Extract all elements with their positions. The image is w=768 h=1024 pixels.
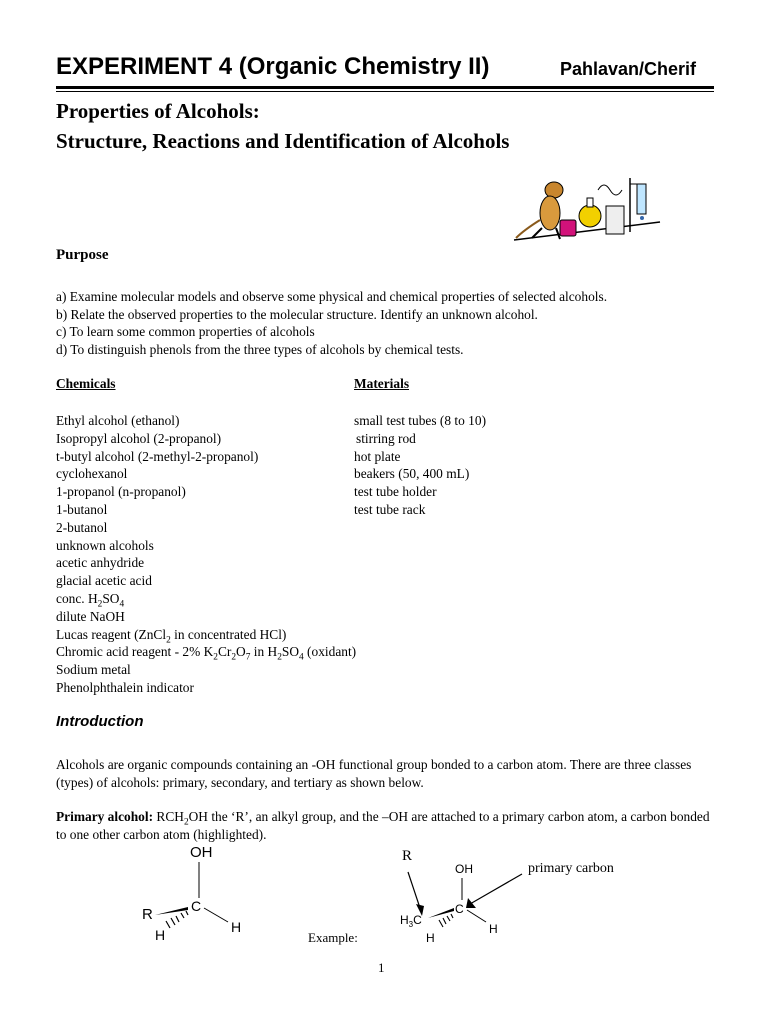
purpose-item-b: b) Relate the observed properties to the molecular structure. Identify an unknown alcohol. (56, 306, 538, 322)
purpose-list (56, 288, 607, 358)
svg-text:H: H (426, 931, 435, 945)
lab-illustration (510, 170, 662, 244)
chemical-item: 1-butanol (56, 501, 108, 517)
svg-text:H: H (489, 922, 498, 936)
svg-text:H: H (231, 919, 242, 935)
material-item: beakers (50, 400 mL) (354, 466, 470, 482)
chemical-item-h2so4: conc. $H_2SO_4$ (56, 590, 125, 610)
introduction-paragraph: Alcohols are organic compounds containing an -OH functional group bonded to a carbon atom. There are three classes (types) of alcohols: primary, secondary, and tertiary as shown below. (56, 757, 692, 790)
chemical-item-lucas: Lucas reagent (ZnCl$_2$ in concentrated HCl) (56, 626, 287, 646)
primary-alcohol-label: Primary alcohol: (56, 809, 154, 824)
header-rule-thick (56, 86, 714, 89)
example-label: Example: (308, 930, 358, 945)
page-header (56, 53, 716, 87)
chemical-item: t-butyl alcohol (2-methyl-2-propanol) (56, 448, 259, 464)
r-label: R (402, 848, 413, 864)
chemical-item: Ethyl alcohol (ethanol) (56, 413, 180, 428)
svg-text:OH: OH (455, 862, 473, 876)
material-item: stirring rod (356, 430, 416, 446)
svg-text:H3C: $H_3C$ (400, 913, 422, 929)
chemical-item: Sodium metal (56, 662, 131, 678)
chemical-item: 1-propanol (n-propanol) (56, 484, 186, 500)
primary-alcohol-structure (142, 844, 241, 943)
title-line-1: Properties of Alcohols: (56, 99, 260, 123)
purpose-item-d: d) To distinguish phenols from the three types of alcohols by chemical tests. (56, 341, 464, 357)
chemical-item: glacial acetic acid (56, 573, 152, 589)
primary-alcohol-structures (0, 838, 768, 950)
chemical-item: unknown alcohols (56, 537, 154, 553)
chemicals-list (56, 412, 356, 697)
header-rule-thin (56, 91, 714, 92)
introduction-heading: Introduction (56, 713, 144, 730)
svg-text:C: C (191, 898, 202, 914)
primary-carbon-label: primary carbon (528, 861, 614, 876)
purpose-heading: Purpose (56, 247, 109, 263)
chemical-item-naoh: dilute NaOH (56, 608, 125, 624)
chemical-item: acetic anhydride (56, 555, 145, 571)
chemical-item: 2-butanol (56, 519, 108, 535)
chemicals-heading: Chemicals (56, 376, 116, 391)
material-item: small test tubes (8 to 10) (354, 413, 487, 428)
material-item: test tube rack (354, 501, 426, 517)
example-structure (400, 848, 614, 945)
primary-alcohol-paragraph: Primary alcohol: $RCH_2OH$ the ‘R’, an alkyl group, and the –OH are attached to a primary carbon atom, a carbon bonded to one other carbon atom (highlighted). (56, 809, 710, 842)
purpose-item-a: a) Examine molecular models and observe some physical and chemical properties of selected alcohols. (56, 289, 608, 304)
chemical-item: cyclohexanol (56, 466, 128, 482)
svg-text:H: H (155, 927, 166, 943)
materials-heading: Materials (354, 376, 410, 391)
chemical-item: Isopropyl alcohol (2-propanol) (56, 430, 222, 446)
chemical-item: Phenolphthalein indicator (56, 679, 194, 695)
material-item: hot plate (354, 448, 401, 464)
material-item: test tube holder (354, 484, 437, 500)
materials-list (354, 412, 486, 519)
svg-text:OH: OH (190, 844, 213, 861)
title-line-2: Structure, Reactions and Identification of Alcohols (56, 129, 510, 153)
document-title (56, 96, 509, 156)
svg-text:R: R (142, 906, 153, 923)
chemical-item-chromic: Chromic acid reagent - 2% $K_2Cr_2O_7$ in $H_2SO_4$ (oxidant) (56, 644, 357, 664)
authors: Pahlavan/Cherif (559, 59, 696, 79)
svg-text:C: C (455, 902, 464, 916)
purpose-item-c: c) To learn some common properties of alcohols (56, 324, 315, 340)
page-number: 1 (378, 960, 385, 975)
experiment-title: EXPERIMENT 4 (Organic Chemistry II) (56, 53, 490, 80)
